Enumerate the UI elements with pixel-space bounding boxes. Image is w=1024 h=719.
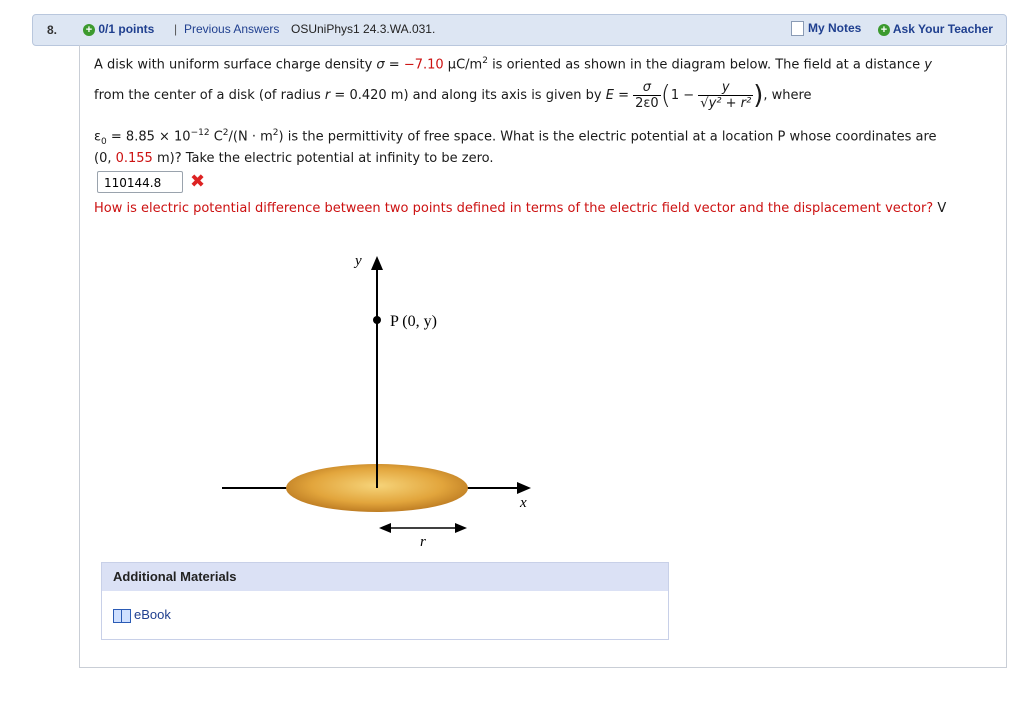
incorrect-icon: ✖: [190, 171, 206, 192]
question-line-1: [94, 56, 932, 72]
text: m)? Take the electric potential at infinity to be zero.: [152, 151, 494, 166]
points-indicator: [83, 22, 154, 36]
plus-icon: +: [83, 24, 95, 36]
sigma-over-2eps0: [633, 80, 661, 111]
points-label: 0/1 points: [98, 22, 155, 36]
text: , where: [763, 88, 812, 103]
y-axis-arrow-icon: [371, 256, 383, 270]
fraction-numerator: y: [698, 80, 753, 96]
question-line-3: [94, 128, 937, 147]
ask-teacher-label: Ask Your Teacher: [892, 22, 993, 36]
answer-input[interactable]: 110144.8: [97, 171, 183, 193]
text: C: [209, 129, 223, 145]
text: μC/m: [443, 57, 483, 73]
superscript: −12: [190, 128, 210, 138]
book-icon: [113, 609, 131, 623]
point-p: [373, 316, 381, 324]
x-axis-label: x: [520, 495, 527, 511]
disk-diagram: [215, 245, 545, 555]
radius-label: r: [420, 534, 426, 550]
separator: |: [174, 22, 178, 36]
fraction-numerator: σ: [633, 80, 661, 96]
y-variable: y: [924, 57, 932, 73]
unit-label: V: [937, 201, 947, 216]
text: from the center of a disk (of radius: [94, 88, 325, 103]
text: ) is the permittivity of free space. What is the electric potential at a location P whose coordinates are: [278, 129, 937, 145]
subscript: 0: [101, 136, 107, 147]
problem-code: OSUniPhys1 24.3.WA.031.: [291, 22, 436, 36]
text: =: [384, 57, 404, 73]
note-icon: [791, 21, 804, 36]
text: is oriented as shown in the diagram below. The field at a distance: [487, 57, 925, 73]
text: A disk with uniform surface charge density: [94, 57, 377, 73]
additional-materials: [101, 562, 669, 640]
question-header: [32, 14, 1007, 46]
paren-close: ): [753, 80, 764, 111]
sqrt-denominator: √y² + r²: [700, 96, 752, 111]
text: (0,: [94, 151, 116, 166]
text: 1 −: [670, 88, 695, 103]
E-variable: E: [605, 88, 614, 103]
radius-arrow-right-icon: [455, 523, 467, 533]
sigma-value: −7.10: [403, 57, 444, 73]
previous-answers-link[interactable]: Previous Answers: [184, 22, 280, 36]
sigma-symbol: σ: [376, 57, 385, 73]
ebook-link[interactable]: [113, 607, 171, 623]
text: /(N · m: [228, 129, 273, 145]
epsilon-symbol: ε: [94, 129, 102, 145]
inner-fraction: [698, 80, 753, 111]
text: =: [613, 88, 634, 103]
question-line-4: [94, 151, 494, 166]
superscript: 2: [482, 56, 488, 66]
question-number: 8.: [47, 23, 58, 37]
radius-arrow-left-icon: [379, 523, 391, 533]
text: = 8.85 × 10: [106, 129, 191, 145]
feedback-message: [94, 201, 946, 216]
question-line-2: [94, 80, 812, 120]
point-p-label: P (0, y): [390, 313, 437, 330]
y-coordinate-value: 0.155: [115, 151, 153, 166]
my-notes-button[interactable]: [791, 21, 861, 36]
sqrt-content: y² + r²: [708, 96, 752, 111]
plus-icon: +: [878, 24, 890, 36]
x-axis-arrow-icon: [517, 482, 531, 494]
fraction-denominator: 2ε0: [635, 96, 659, 111]
feedback-text: How is electric potential difference between two points defined in terms of the electric field vector and the displacement vector?: [94, 201, 934, 216]
paren-open: (: [660, 80, 671, 111]
my-notes-label: My Notes: [808, 21, 862, 35]
superscript: 2: [272, 128, 279, 138]
ask-teacher-button[interactable]: [878, 22, 993, 36]
text: = 0.420 m) and along its axis is given by: [330, 88, 606, 103]
additional-materials-title: Additional Materials: [102, 563, 668, 591]
superscript: 2: [222, 128, 229, 138]
y-axis-label: y: [355, 253, 362, 269]
r-variable: r: [324, 88, 331, 103]
ebook-label: eBook: [134, 607, 171, 622]
